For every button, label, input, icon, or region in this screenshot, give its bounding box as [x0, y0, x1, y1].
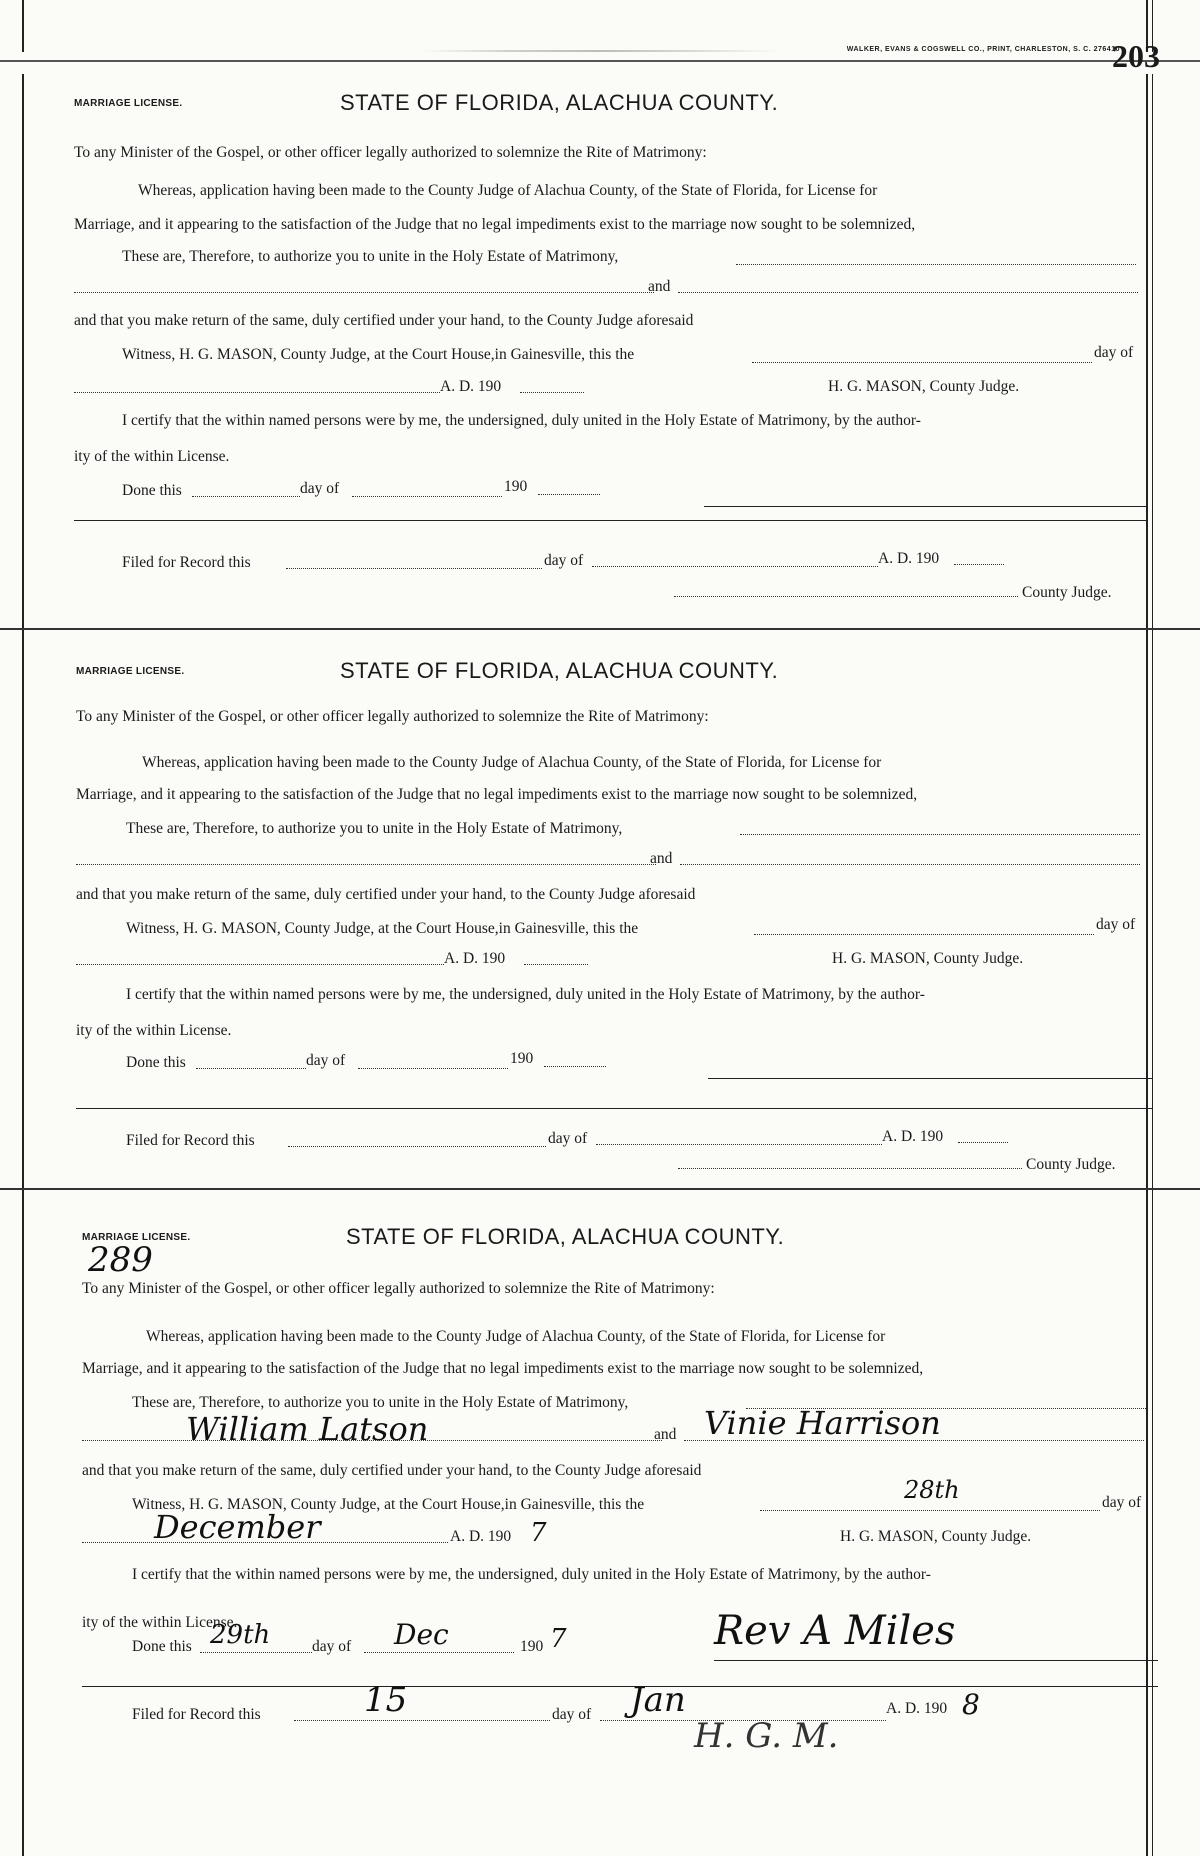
- done-day-blank[interactable]: [200, 1652, 312, 1653]
- authorize-line: These are, Therefore, to authorize you to unite in the Holy Estate of Matrimony,: [132, 1394, 629, 1411]
- divider-rule: [76, 1108, 1152, 1109]
- return-line: and that you make return of the same, duly certified under your hand, to the County Judge aforesaid: [74, 312, 694, 329]
- filed-label: Filed for Record this: [126, 1132, 255, 1149]
- witness-year-blank[interactable]: [520, 392, 584, 393]
- officiant-signature[interactable]: Rev A Miles: [714, 1608, 956, 1654]
- witness-day: 28th: [904, 1476, 960, 1504]
- witness-day-blank[interactable]: [754, 934, 1094, 935]
- done-month-blank[interactable]: [358, 1068, 508, 1069]
- license-separator: [0, 1188, 1200, 1190]
- authorize-line: These are, Therefore, to authorize you to unite in the Holy Estate of Matrimony,: [122, 248, 619, 265]
- ity-line: ity of the within License.: [74, 448, 230, 465]
- license-title: STATE OF FLORIDA, ALACHUA COUNTY.: [346, 1224, 785, 1249]
- done-190: 190: [520, 1638, 544, 1655]
- done-day-blank[interactable]: [192, 496, 300, 497]
- address-line: To any Minister of the Gospel, or other officer legally authorized to solemnize the Rite of Matrimony:: [82, 1280, 715, 1297]
- return-line: and that you make return of the same, duly certified under your hand, to the County Judge aforesaid: [76, 886, 696, 903]
- bride-name-blank[interactable]: [678, 292, 1138, 293]
- and-label: and: [650, 850, 673, 867]
- ity-line: ity of the within License.: [82, 1614, 238, 1631]
- officiant-signature-line[interactable]: [708, 1078, 1152, 1079]
- filed-ad: A. D. 190: [886, 1700, 948, 1717]
- done-day: 29th: [210, 1620, 271, 1650]
- certify-line: I certify that the within named persons were by me, the undersigned, duly united in the Holy Estate of Matrimony, by the author-: [126, 986, 925, 1003]
- filed-day: 15: [364, 1680, 408, 1720]
- header-rule: [0, 46, 1200, 74]
- ity-line: ity of the within License.: [76, 1022, 232, 1039]
- bride-name-blank[interactable]: [680, 864, 1140, 865]
- done-label: Done this: [122, 482, 182, 499]
- license-title: STATE OF FLORIDA, ALACHUA COUNTY.: [340, 90, 779, 115]
- license-separator: [0, 628, 1200, 630]
- county-judge-blank[interactable]: [674, 596, 1018, 597]
- return-line: and that you make return of the same, duly certified under your hand, to the County Judge aforesaid: [82, 1462, 702, 1479]
- ad-label: A. D. 190: [444, 950, 506, 967]
- whereas-line: Whereas, application having been made to the County Judge of Alachua County, of the State of Florida, for License for: [138, 182, 878, 199]
- day-of-label: day of: [1094, 344, 1134, 361]
- groom-name-blank[interactable]: [74, 292, 654, 293]
- whereas-line: Whereas, application having been made to the County Judge of Alachua County, of the State of Florida, for License for: [142, 754, 882, 771]
- authorize-line: These are, Therefore, to authorize you to unite in the Holy Estate of Matrimony,: [126, 820, 623, 837]
- county-judge-label: County Judge.: [1022, 584, 1112, 601]
- address-line: To any Minister of the Gospel, or other officer legally authorized to solemnize the Rite of Matrimony:: [76, 708, 709, 725]
- ad-label: A. D. 190: [440, 378, 502, 395]
- groom-name: William Latson: [186, 1410, 429, 1448]
- marriage-line: Marriage, and it appearing to the satisfaction of the Judge that no legal impediments exist to the marriage now sought to be solemnized,: [82, 1360, 924, 1377]
- done-year-blank[interactable]: [544, 1066, 606, 1067]
- license-title: STATE OF FLORIDA, ALACHUA COUNTY.: [340, 658, 779, 683]
- license-label: MARRIAGE LICENSE.: [76, 666, 185, 677]
- witness-month-blank[interactable]: [74, 392, 440, 393]
- witness-day-blank[interactable]: [760, 1510, 1100, 1511]
- done-190: 190: [510, 1050, 534, 1067]
- witness-year-blank[interactable]: [524, 964, 588, 965]
- bride-name: Vinie Harrison: [704, 1404, 941, 1442]
- and-label: and: [648, 278, 671, 295]
- county-judge-blank[interactable]: [678, 1168, 1022, 1169]
- certify-line: I certify that the within named persons were by me, the undersigned, duly united in the Holy Estate of Matrimony, by the author-: [132, 1566, 931, 1583]
- filed-day-blank[interactable]: [294, 1720, 550, 1721]
- filed-ad: A. D. 190: [878, 550, 940, 567]
- done-month-blank[interactable]: [352, 496, 502, 497]
- done-year-blank[interactable]: [538, 494, 600, 495]
- done-month-blank[interactable]: [364, 1652, 514, 1653]
- done-day-of: day of: [312, 1638, 352, 1655]
- address-line: To any Minister of the Gospel, or other officer legally authorized to solemnize the Rite of Matrimony:: [74, 144, 707, 161]
- filed-label: Filed for Record this: [122, 554, 251, 571]
- and-label: and: [654, 1426, 677, 1443]
- filed-month-blank[interactable]: [596, 1144, 882, 1145]
- filed-year-blank[interactable]: [954, 564, 1004, 565]
- judge-signature: H. G. MASON, County Judge.: [828, 378, 1020, 395]
- done-day-of: day of: [300, 480, 340, 497]
- witness-month-blank[interactable]: [76, 964, 444, 965]
- witness-line: Witness, H. G. MASON, County Judge, at the Court House,in Gainesville, this the: [122, 346, 635, 363]
- filed-by-signature: H. G. M.: [694, 1716, 839, 1756]
- witness-day-blank[interactable]: [752, 362, 1092, 363]
- judge-signature: H. G. MASON, County Judge.: [840, 1528, 1032, 1545]
- license-label: MARRIAGE LICENSE.: [74, 98, 183, 109]
- done-year: 7: [550, 1624, 567, 1654]
- done-day-blank[interactable]: [196, 1068, 306, 1069]
- county-judge-label: County Judge.: [1026, 1156, 1116, 1173]
- groom-blank[interactable]: [740, 834, 1140, 835]
- done-label: Done this: [132, 1638, 192, 1655]
- page-number: 203: [1112, 38, 1160, 74]
- filed-month: Jan: [630, 1680, 686, 1720]
- groom-blank[interactable]: [736, 264, 1136, 265]
- filed-ad: A. D. 190: [882, 1128, 944, 1145]
- filed-month-blank[interactable]: [592, 566, 878, 567]
- license-number: 289: [88, 1240, 153, 1280]
- filed-day-of: day of: [548, 1130, 588, 1147]
- groom-name-blank[interactable]: [76, 864, 656, 865]
- left-margin-line: [22, 0, 24, 1856]
- day-of-label: day of: [1102, 1494, 1142, 1511]
- witness-line: Witness, H. G. MASON, County Judge, at the Court House,in Gainesville, this the: [126, 920, 639, 937]
- divider-rule: [74, 520, 1148, 521]
- done-190: 190: [504, 478, 528, 495]
- witness-month: December: [154, 1508, 321, 1546]
- filed-day-blank[interactable]: [286, 568, 542, 569]
- done-month: Dec: [394, 1618, 449, 1651]
- right-margin-line-inner: [1152, 0, 1153, 1856]
- whereas-line: Whereas, application having been made to the County Judge of Alachua County, of the State of Florida, for License for: [146, 1328, 886, 1345]
- license-label: MARRIAGE LICENSE.: [82, 1232, 191, 1243]
- certify-line: I certify that the within named persons were by me, the undersigned, duly united in the Holy Estate of Matrimony, by the author-: [122, 412, 921, 429]
- judge-signature: H. G. MASON, County Judge.: [832, 950, 1024, 967]
- done-day-of: day of: [306, 1052, 346, 1069]
- done-label: Done this: [126, 1054, 186, 1071]
- witness-year: 7: [530, 1518, 547, 1548]
- filed-day-of: day of: [552, 1706, 592, 1723]
- marriage-line: Marriage, and it appearing to the satisfaction of the Judge that no legal impediments exist to the marriage now sought to be solemnized,: [74, 216, 916, 233]
- filed-day-blank[interactable]: [288, 1146, 546, 1147]
- right-margin-line: [1146, 0, 1148, 1856]
- divider-rule: [82, 1686, 1158, 1687]
- printer-imprint: WALKER, EVANS & COGSWELL CO., PRINT, CHARLESTON, S. C. 276410: [846, 46, 1120, 53]
- filed-year: 8: [962, 1688, 980, 1721]
- marriage-line: Marriage, and it appearing to the satisfaction of the Judge that no legal impediments exist to the marriage now sought to be solemnized,: [76, 786, 918, 803]
- day-of-label: day of: [1096, 916, 1136, 933]
- filed-label: Filed for Record this: [132, 1706, 261, 1723]
- officiant-signature-line[interactable]: [704, 506, 1148, 507]
- officiant-signature-line: [714, 1660, 1158, 1661]
- filed-day-of: day of: [544, 552, 584, 569]
- ad-label: A. D. 190: [450, 1528, 512, 1545]
- witness-line: Witness, H. G. MASON, County Judge, at the Court House,in Gainesville, this the: [132, 1496, 645, 1513]
- filed-year-blank[interactable]: [958, 1142, 1008, 1143]
